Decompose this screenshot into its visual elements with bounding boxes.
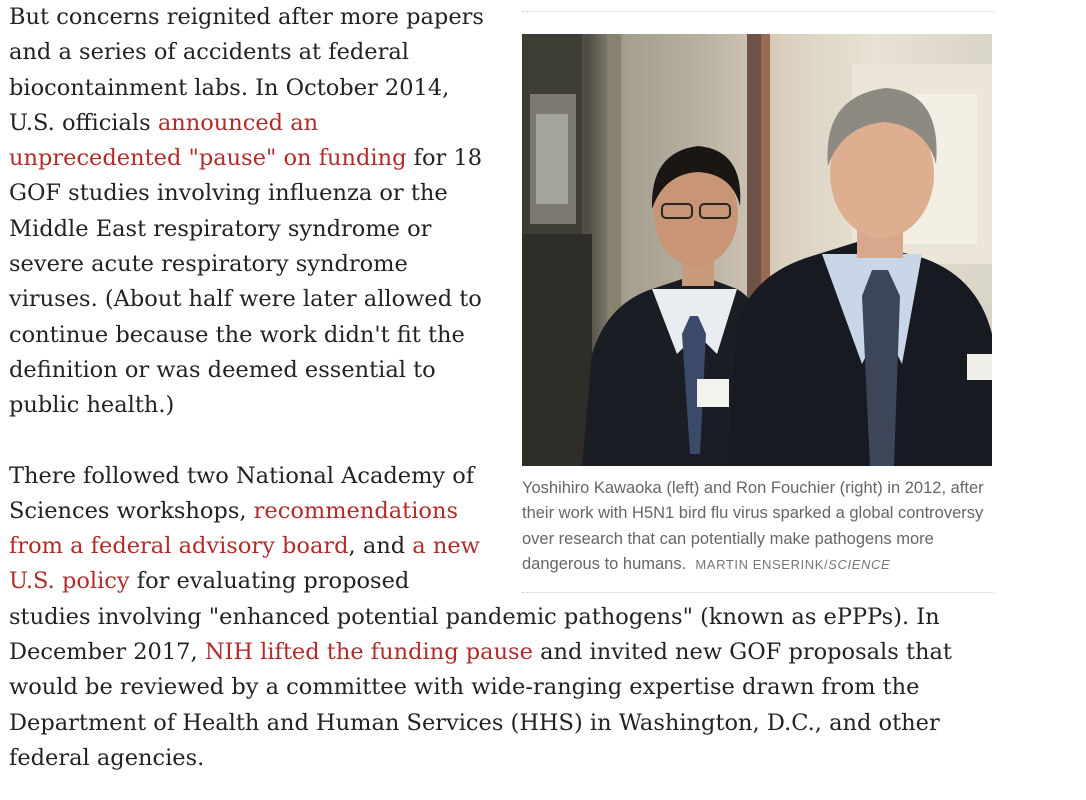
paragraph-1-text-2: for 18 GOF studies involving influenza or the Middle East respiratory syndrome or severe acute respiratory syndrome viruses. (About half were later allowed to continue because the work didn't fit the definition or was deemed essential to public health.) xyxy=(9,145,483,419)
credit-name: MARTIN ENSERINK/ xyxy=(695,557,829,573)
link-advisory-board-recommendations[interactable]: recommendations from a federal advisory board xyxy=(9,497,459,560)
paragraph-2-text-3: for evaluating proposed studies involving "enhanced potential pandemic pathogens" (known as ePPPs). In December 2017, xyxy=(9,568,940,666)
paragraph-2-text-4: and invited new GOF proposals that would be reviewed by a committee with wide-ranging expertise drawn from the Department of Health and Human Services (HHS) in Washington, D.C., and other federal agencies. xyxy=(9,639,952,771)
link-new-us-policy[interactable]: a new U.S. policy xyxy=(9,533,480,595)
article-body xyxy=(9,0,1009,776)
figure-photo xyxy=(522,34,992,466)
credit-source: SCIENCE xyxy=(828,557,891,573)
photo-credit xyxy=(695,557,890,572)
figure-caption xyxy=(522,476,994,578)
link-nih-lifted-pause[interactable]: NIH lifted the funding pause xyxy=(204,639,533,666)
photo-illustration xyxy=(522,34,992,466)
paragraph-2-text-1: There followed two National Academy of Sciences workshops, xyxy=(9,462,475,524)
figure-top-divider xyxy=(522,11,994,12)
paragraph-1-text-1: But concerns reignited after more papers and a series of accidents at federal biocontainment labs. In October 2014, U.S. officials xyxy=(9,4,484,136)
figure-bottom-divider xyxy=(522,592,994,593)
article-figure xyxy=(522,11,994,593)
paragraph-2-text-2: , and xyxy=(348,533,413,560)
link-pause-on-funding[interactable]: announced an unprecedented "pause" on funding xyxy=(9,109,407,172)
caption-text: Yoshihiro Kawaoka (left) and Ron Fouchier (right) in 2012, after their work with H5N1 bird flu virus sparked a global controversy over research that can potentially make pathogens more dangerous to humans. xyxy=(522,479,984,574)
